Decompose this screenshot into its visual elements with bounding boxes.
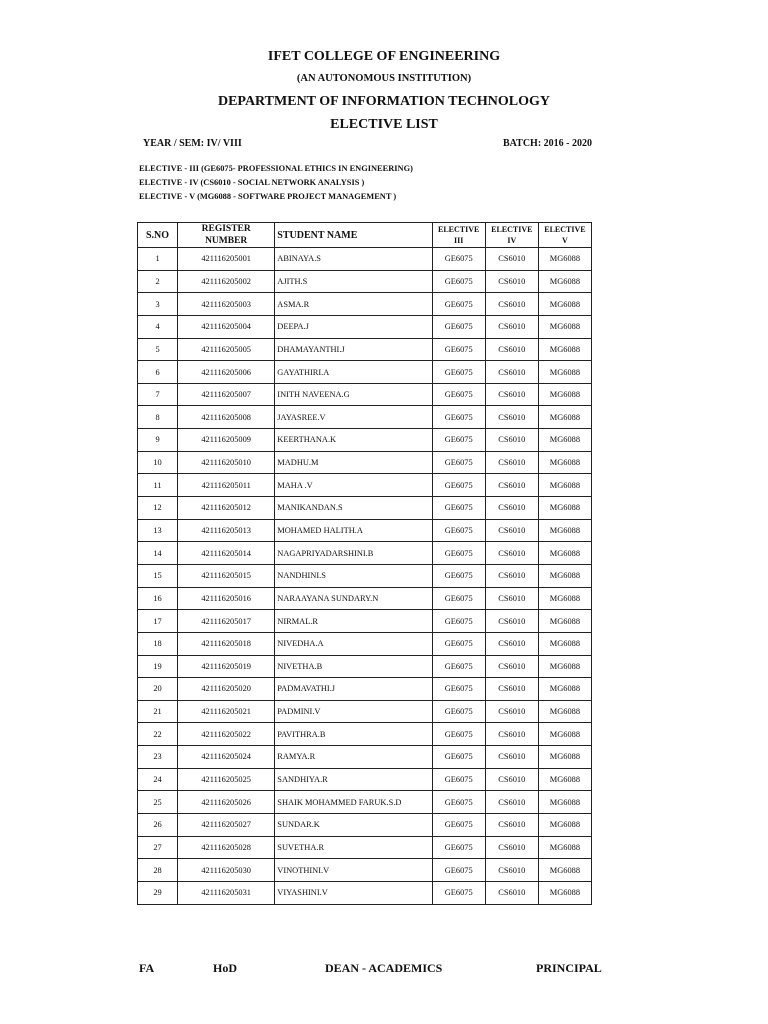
- cell-elective-v: MG6088: [538, 497, 591, 520]
- cell-elective-iii: GE6075: [432, 814, 485, 837]
- cell-elective-v: MG6088: [538, 836, 591, 859]
- cell-elective-iii: GE6075: [432, 723, 485, 746]
- cell-sno: 20: [138, 678, 178, 701]
- table-row: [138, 542, 592, 565]
- cell-register-number: 421116205024: [178, 746, 275, 769]
- cell-student-name: SHAIK MOHAMMED FARUK.S.D: [275, 791, 432, 814]
- table-row: [138, 519, 592, 542]
- cell-elective-iv: CS6010: [485, 610, 538, 633]
- cell-elective-v: MG6088: [538, 542, 591, 565]
- cell-elective-v: MG6088: [538, 338, 591, 361]
- table-row: [138, 564, 592, 587]
- cell-register-number: 421116205025: [178, 768, 275, 791]
- cell-elective-v: MG6088: [538, 768, 591, 791]
- cell-elective-iv: CS6010: [485, 429, 538, 452]
- cell-elective-iv: CS6010: [485, 723, 538, 746]
- cell-student-name: NARAAYANA SUNDARY.N: [275, 587, 432, 610]
- header-elective-iv: [485, 223, 538, 248]
- cell-student-name: DHAMAYANTHI.J: [275, 338, 432, 361]
- cell-elective-iii: GE6075: [432, 315, 485, 338]
- cell-elective-iv: CS6010: [485, 519, 538, 542]
- cell-elective-iv: CS6010: [485, 293, 538, 316]
- cell-student-name: PAVITHRA.B: [275, 723, 432, 746]
- table-row: [138, 610, 592, 633]
- batch-years: BATCH: 2016 - 2020: [503, 138, 592, 149]
- cell-student-name: ASMA.R: [275, 293, 432, 316]
- cell-sno: 10: [138, 451, 178, 474]
- cell-elective-iii: GE6075: [432, 497, 485, 520]
- cell-sno: 22: [138, 723, 178, 746]
- cell-elective-iii: GE6075: [432, 451, 485, 474]
- signature-principal: PRINCIPAL: [536, 961, 602, 975]
- table-row: [138, 497, 592, 520]
- cell-elective-iv: CS6010: [485, 406, 538, 429]
- cell-elective-iv: CS6010: [485, 768, 538, 791]
- cell-elective-iii: GE6075: [432, 678, 485, 701]
- cell-elective-v: MG6088: [538, 406, 591, 429]
- cell-sno: 12: [138, 497, 178, 520]
- cell-elective-v: MG6088: [538, 429, 591, 452]
- elective-v-description: ELECTIVE - V (MG6088 - SOFTWARE PROJECT MANAGEMENT ): [139, 192, 397, 201]
- cell-elective-iii: GE6075: [432, 248, 485, 271]
- table-row: [138, 881, 592, 904]
- cell-register-number: 421116205028: [178, 836, 275, 859]
- cell-elective-iv: CS6010: [485, 859, 538, 882]
- cell-elective-v: MG6088: [538, 315, 591, 338]
- department-name: DEPARTMENT OF INFORMATION TECHNOLOGY: [217, 94, 551, 109]
- header-e5-line2: V: [562, 236, 568, 245]
- cell-elective-v: MG6088: [538, 655, 591, 678]
- cell-student-name: JAYASREE.V: [275, 406, 432, 429]
- cell-student-name: RAMYA.R: [275, 746, 432, 769]
- cell-student-name: NANDHINI.S: [275, 564, 432, 587]
- cell-student-name: SANDHIYA.R: [275, 768, 432, 791]
- cell-register-number: 421116205011: [178, 474, 275, 497]
- cell-student-name: PADMINI.V: [275, 700, 432, 723]
- table-row: [138, 836, 592, 859]
- table-row: [138, 587, 592, 610]
- elective-iii-description: ELECTIVE - III (GE6075- PROFESSIONAL ETHICS IN ENGINEERING): [139, 164, 413, 173]
- cell-elective-iii: GE6075: [432, 610, 485, 633]
- table-row: [138, 429, 592, 452]
- cell-sno: 4: [138, 315, 178, 338]
- cell-elective-v: MG6088: [538, 474, 591, 497]
- cell-sno: 24: [138, 768, 178, 791]
- header-elective-v: [538, 223, 591, 248]
- cell-register-number: 421116205018: [178, 632, 275, 655]
- cell-elective-iii: GE6075: [432, 632, 485, 655]
- cell-student-name: DEEPA.J: [275, 315, 432, 338]
- cell-elective-iii: GE6075: [432, 768, 485, 791]
- cell-elective-iii: GE6075: [432, 791, 485, 814]
- cell-sno: 16: [138, 587, 178, 610]
- cell-elective-v: MG6088: [538, 746, 591, 769]
- header-e3-line1: ELECTIVE: [438, 225, 480, 234]
- cell-elective-v: MG6088: [538, 451, 591, 474]
- cell-sno: 7: [138, 383, 178, 406]
- cell-elective-iii: GE6075: [432, 587, 485, 610]
- cell-elective-v: MG6088: [538, 723, 591, 746]
- cell-register-number: 421116205019: [178, 655, 275, 678]
- table-row: [138, 791, 592, 814]
- cell-sno: 8: [138, 406, 178, 429]
- cell-elective-iii: GE6075: [432, 836, 485, 859]
- cell-register-number: 421116205002: [178, 270, 275, 293]
- cell-sno: 5: [138, 338, 178, 361]
- cell-elective-iv: CS6010: [485, 474, 538, 497]
- cell-elective-iv: CS6010: [485, 587, 538, 610]
- year-semester: YEAR / SEM: IV/ VIII: [143, 138, 242, 149]
- cell-elective-v: MG6088: [538, 293, 591, 316]
- cell-elective-iii: GE6075: [432, 746, 485, 769]
- header-elective-iii: [432, 223, 485, 248]
- table-row: [138, 700, 592, 723]
- cell-elective-iii: GE6075: [432, 338, 485, 361]
- cell-register-number: 421116205020: [178, 678, 275, 701]
- cell-student-name: GAYATHIRI.A: [275, 361, 432, 384]
- cell-elective-iii: GE6075: [432, 519, 485, 542]
- signature-hod: HoD: [213, 961, 237, 975]
- institution-status: (AN AUTONOMOUS INSTITUTION): [296, 73, 472, 84]
- cell-elective-v: MG6088: [538, 814, 591, 837]
- document-title: ELECTIVE LIST: [330, 117, 438, 132]
- cell-student-name: NIRMAL.R: [275, 610, 432, 633]
- cell-elective-iii: GE6075: [432, 429, 485, 452]
- table-row: [138, 293, 592, 316]
- cell-student-name: KEERTHANA.K: [275, 429, 432, 452]
- header-register-number: [178, 223, 275, 248]
- cell-elective-iv: CS6010: [485, 746, 538, 769]
- cell-elective-iv: CS6010: [485, 270, 538, 293]
- cell-sno: 11: [138, 474, 178, 497]
- cell-elective-iv: CS6010: [485, 655, 538, 678]
- cell-register-number: 421116205008: [178, 406, 275, 429]
- cell-sno: 29: [138, 881, 178, 904]
- cell-register-number: 421116205012: [178, 497, 275, 520]
- cell-elective-iv: CS6010: [485, 248, 538, 271]
- cell-sno: 17: [138, 610, 178, 633]
- table-row: [138, 678, 592, 701]
- cell-sno: 14: [138, 542, 178, 565]
- cell-register-number: 421116205009: [178, 429, 275, 452]
- cell-register-number: 421116205014: [178, 542, 275, 565]
- cell-sno: 23: [138, 746, 178, 769]
- cell-register-number: 421116205027: [178, 814, 275, 837]
- cell-elective-iii: GE6075: [432, 542, 485, 565]
- cell-register-number: 421116205016: [178, 587, 275, 610]
- cell-register-number: 421116205003: [178, 293, 275, 316]
- cell-register-number: 421116205010: [178, 451, 275, 474]
- cell-elective-iv: CS6010: [485, 814, 538, 837]
- cell-elective-iv: CS6010: [485, 700, 538, 723]
- header-e3-line2: III: [454, 236, 464, 245]
- table-header-row: [138, 223, 592, 248]
- header-register-line2: NUMBER: [205, 236, 248, 246]
- cell-elective-iii: GE6075: [432, 881, 485, 904]
- cell-elective-v: MG6088: [538, 248, 591, 271]
- cell-register-number: 421116205031: [178, 881, 275, 904]
- cell-student-name: PADMAVATHI.J: [275, 678, 432, 701]
- cell-elective-v: MG6088: [538, 564, 591, 587]
- table-row: [138, 270, 592, 293]
- cell-sno: 26: [138, 814, 178, 837]
- cell-elective-iv: CS6010: [485, 564, 538, 587]
- cell-elective-v: MG6088: [538, 791, 591, 814]
- cell-elective-v: MG6088: [538, 270, 591, 293]
- cell-register-number: 421116205015: [178, 564, 275, 587]
- cell-register-number: 421116205005: [178, 338, 275, 361]
- cell-student-name: MADHU.M: [275, 451, 432, 474]
- cell-register-number: 421116205001: [178, 248, 275, 271]
- cell-elective-iii: GE6075: [432, 406, 485, 429]
- cell-elective-v: MG6088: [538, 519, 591, 542]
- table-row: [138, 338, 592, 361]
- cell-elective-v: MG6088: [538, 700, 591, 723]
- cell-elective-v: MG6088: [538, 587, 591, 610]
- cell-sno: 28: [138, 859, 178, 882]
- cell-elective-v: MG6088: [538, 859, 591, 882]
- table-row: [138, 248, 592, 271]
- cell-elective-iii: GE6075: [432, 361, 485, 384]
- cell-sno: 6: [138, 361, 178, 384]
- cell-elective-iv: CS6010: [485, 836, 538, 859]
- cell-sno: 25: [138, 791, 178, 814]
- cell-elective-iv: CS6010: [485, 315, 538, 338]
- table-row: [138, 859, 592, 882]
- cell-sno: 1: [138, 248, 178, 271]
- table-row: [138, 723, 592, 746]
- cell-student-name: AJITH.S: [275, 270, 432, 293]
- cell-sno: 9: [138, 429, 178, 452]
- cell-register-number: 421116205006: [178, 361, 275, 384]
- table-row: [138, 746, 592, 769]
- header-register-line1: REGISTER: [201, 224, 251, 234]
- cell-sno: 15: [138, 564, 178, 587]
- cell-elective-iv: CS6010: [485, 361, 538, 384]
- cell-elective-iii: GE6075: [432, 474, 485, 497]
- cell-register-number: 421116205026: [178, 791, 275, 814]
- table-row: [138, 655, 592, 678]
- cell-register-number: 421116205021: [178, 700, 275, 723]
- cell-sno: 13: [138, 519, 178, 542]
- table-row: [138, 632, 592, 655]
- table-row: [138, 768, 592, 791]
- cell-register-number: 421116205022: [178, 723, 275, 746]
- cell-elective-iv: CS6010: [485, 678, 538, 701]
- cell-elective-iv: CS6010: [485, 451, 538, 474]
- cell-register-number: 421116205013: [178, 519, 275, 542]
- cell-elective-iv: CS6010: [485, 542, 538, 565]
- cell-sno: 21: [138, 700, 178, 723]
- cell-student-name: MAHA .V: [275, 474, 432, 497]
- cell-elective-iv: CS6010: [485, 497, 538, 520]
- header-sno: S.NO: [138, 223, 178, 248]
- cell-elective-iv: CS6010: [485, 383, 538, 406]
- cell-elective-iii: GE6075: [432, 564, 485, 587]
- cell-student-name: SUVETHA.R: [275, 836, 432, 859]
- table-row: [138, 814, 592, 837]
- cell-register-number: 421116205030: [178, 859, 275, 882]
- cell-elective-iii: GE6075: [432, 700, 485, 723]
- cell-sno: 27: [138, 836, 178, 859]
- cell-elective-v: MG6088: [538, 361, 591, 384]
- cell-sno: 2: [138, 270, 178, 293]
- cell-register-number: 421116205004: [178, 315, 275, 338]
- table-body: [138, 248, 592, 905]
- cell-student-name: VIYASHINI.V: [275, 881, 432, 904]
- table-row: [138, 451, 592, 474]
- cell-sno: 3: [138, 293, 178, 316]
- elective-table: [137, 222, 592, 905]
- cell-elective-iii: GE6075: [432, 293, 485, 316]
- cell-student-name: SUNDAR.K: [275, 814, 432, 837]
- cell-elective-iii: GE6075: [432, 655, 485, 678]
- cell-elective-iii: GE6075: [432, 859, 485, 882]
- cell-elective-iv: CS6010: [485, 791, 538, 814]
- cell-elective-v: MG6088: [538, 383, 591, 406]
- cell-elective-iii: GE6075: [432, 270, 485, 293]
- cell-student-name: ABINAYA.S: [275, 248, 432, 271]
- cell-student-name: NIVEDHA.A: [275, 632, 432, 655]
- cell-student-name: NIVETHA.B: [275, 655, 432, 678]
- header-e5-line1: ELECTIVE: [544, 225, 586, 234]
- cell-elective-iv: CS6010: [485, 338, 538, 361]
- header-student-name: STUDENT NAME: [275, 223, 432, 248]
- cell-elective-v: MG6088: [538, 678, 591, 701]
- elective-iv-description: ELECTIVE - IV (CS6010 - SOCIAL NETWORK ANALYSIS ): [139, 178, 365, 187]
- header-e4-line2: IV: [507, 236, 517, 245]
- cell-elective-iv: CS6010: [485, 632, 538, 655]
- college-name: IFET COLLEGE OF ENGINEERING: [267, 49, 501, 64]
- cell-student-name: INITH NAVEENA.G: [275, 383, 432, 406]
- cell-student-name: MOHAMED HALITH.A: [275, 519, 432, 542]
- cell-elective-iii: GE6075: [432, 383, 485, 406]
- cell-sno: 19: [138, 655, 178, 678]
- cell-elective-iv: CS6010: [485, 881, 538, 904]
- cell-elective-v: MG6088: [538, 881, 591, 904]
- table-row: [138, 474, 592, 497]
- table-row: [138, 406, 592, 429]
- signature-dean: DEAN - ACADEMICS: [325, 961, 443, 975]
- cell-elective-v: MG6088: [538, 632, 591, 655]
- signature-fa: FA: [139, 961, 155, 975]
- cell-register-number: 421116205007: [178, 383, 275, 406]
- table-row: [138, 361, 592, 384]
- table-row: [138, 315, 592, 338]
- cell-student-name: VINOTHINI.V: [275, 859, 432, 882]
- cell-student-name: NAGAPRIYADARSHINI.B: [275, 542, 432, 565]
- header-e4-line1: ELECTIVE: [491, 225, 533, 234]
- cell-student-name: MANIKANDAN.S: [275, 497, 432, 520]
- cell-elective-v: MG6088: [538, 610, 591, 633]
- cell-register-number: 421116205017: [178, 610, 275, 633]
- cell-sno: 18: [138, 632, 178, 655]
- table-row: [138, 383, 592, 406]
